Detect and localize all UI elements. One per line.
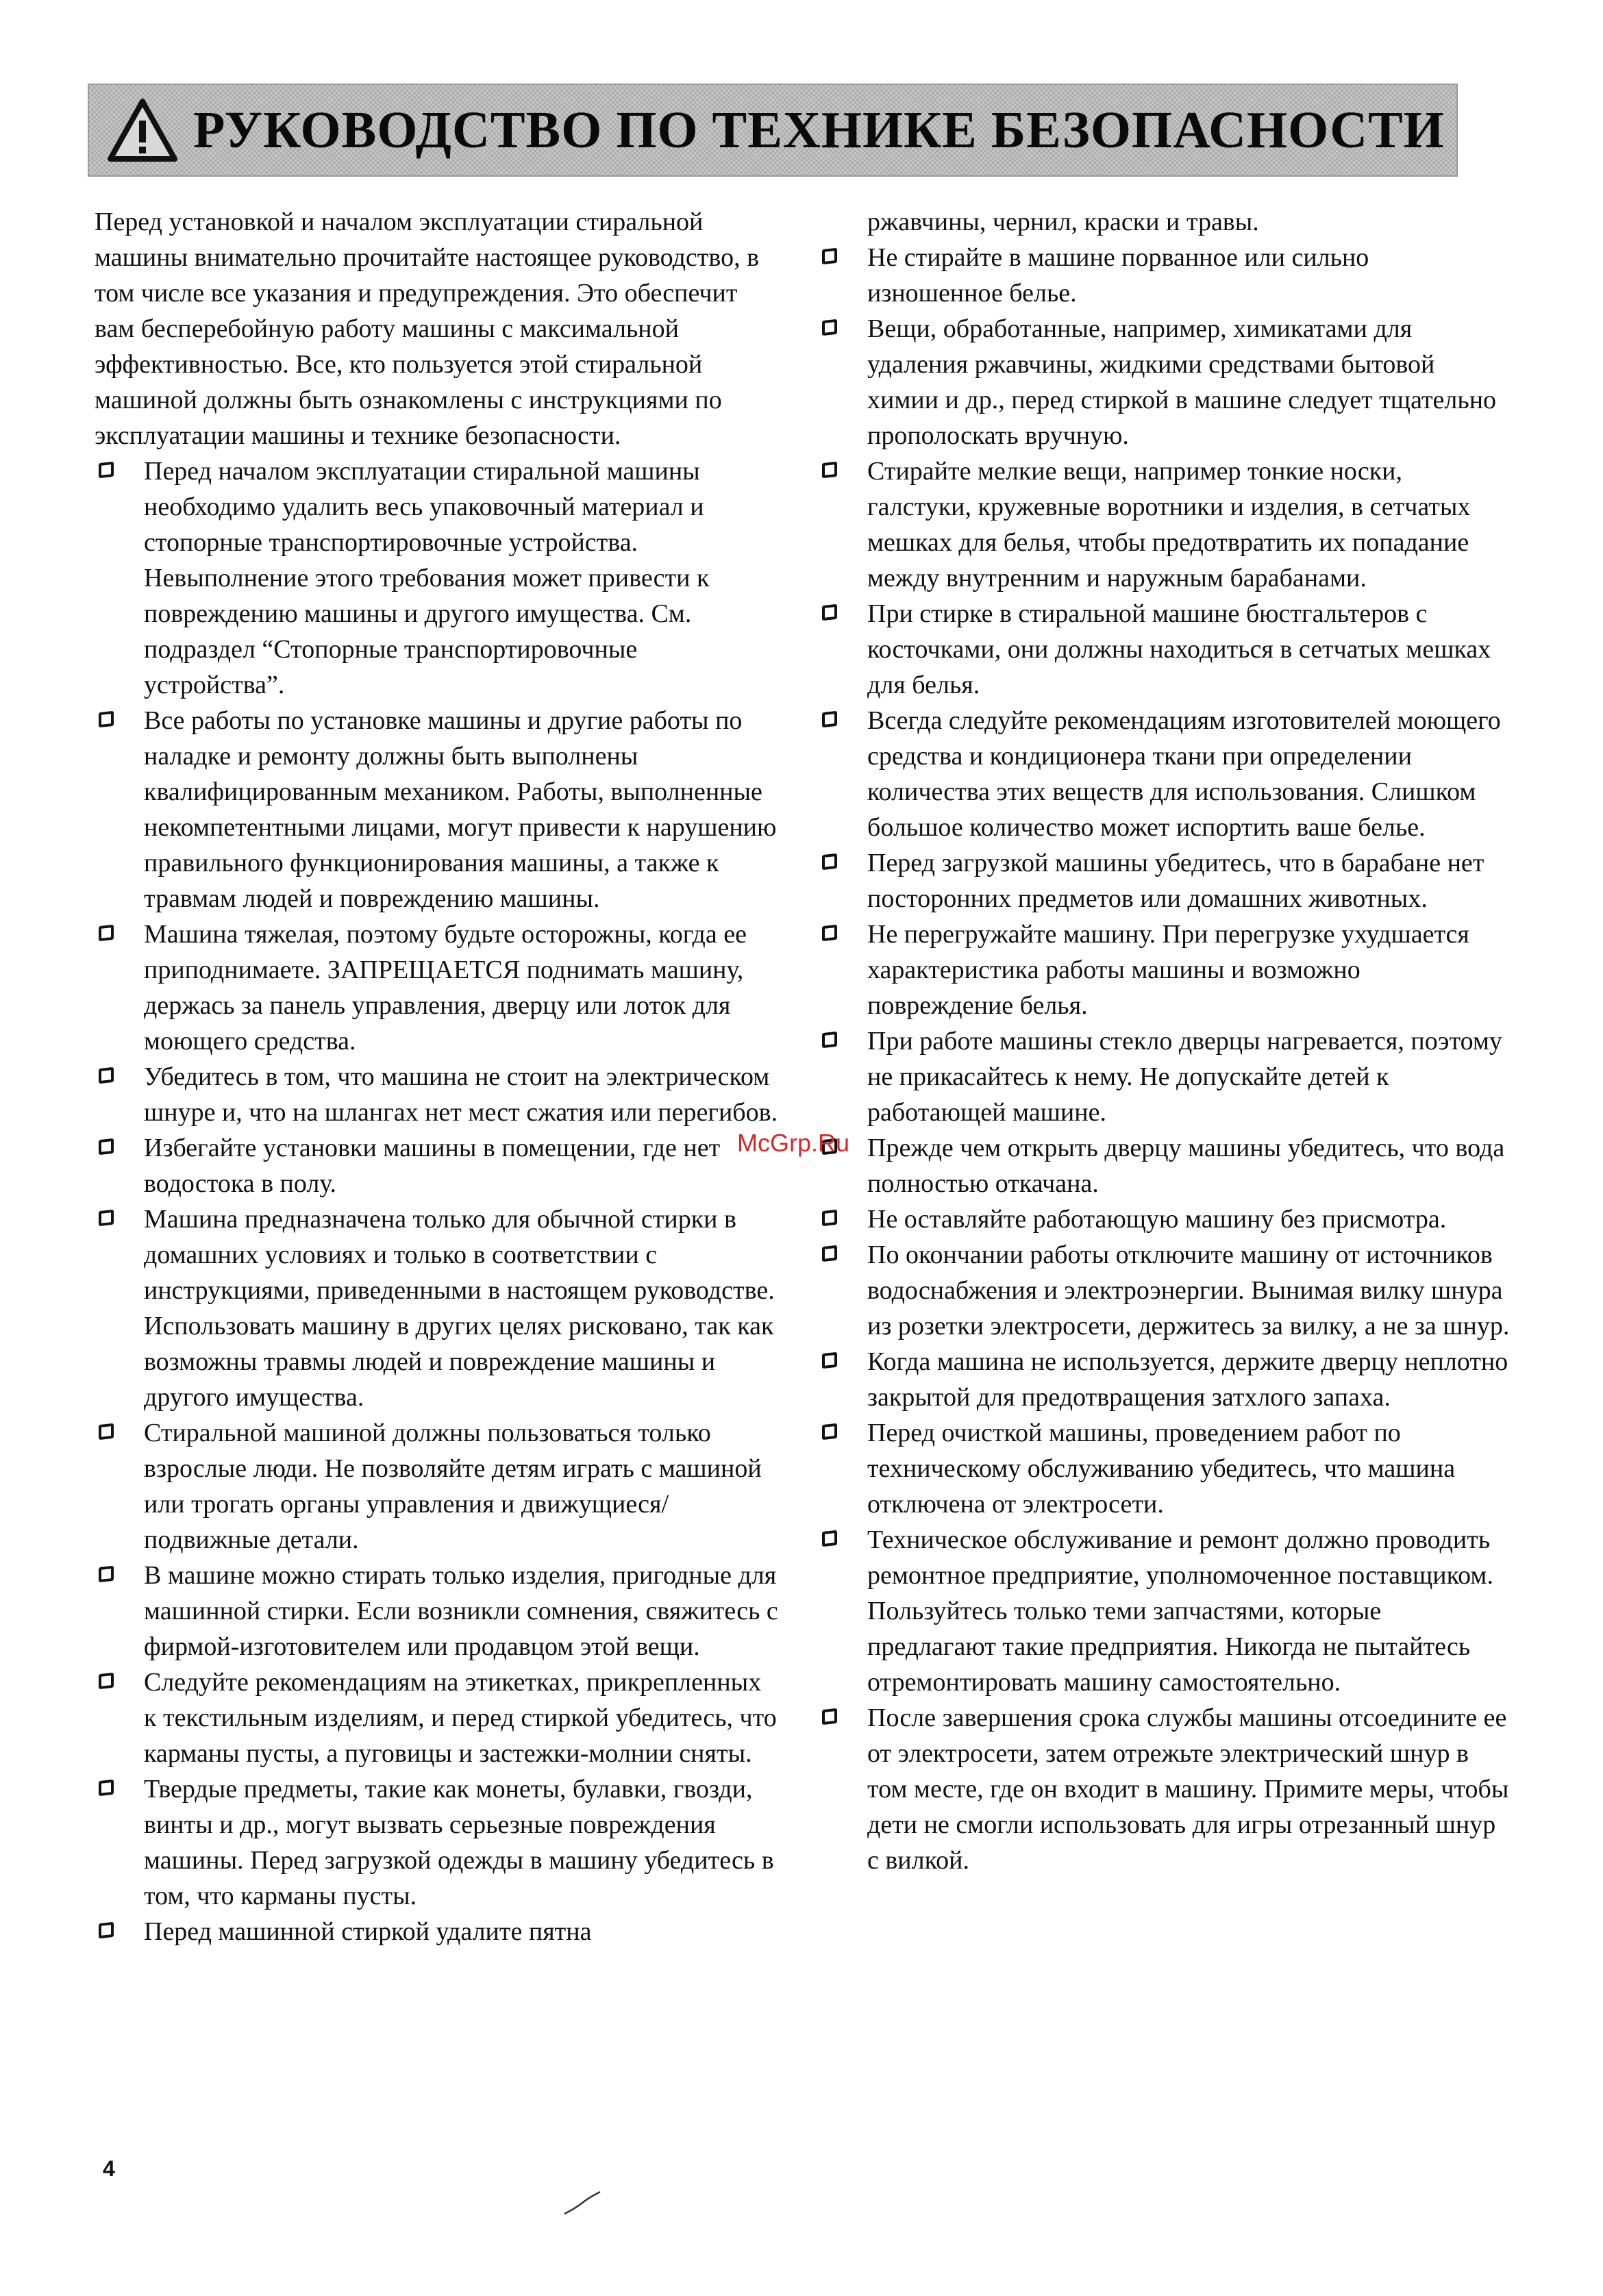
checkbox-bullet-icon: [99, 1210, 114, 1226]
list-item: [95, 1771, 780, 1914]
checkbox-bullet-icon: [99, 1423, 114, 1440]
checkbox-bullet-icon: [822, 1423, 837, 1440]
checkbox-bullet-icon: [822, 1032, 837, 1048]
checkbox-bullet-icon: [99, 1673, 114, 1689]
list-item: [95, 1664, 780, 1771]
checkbox-bullet-icon: [99, 1138, 114, 1155]
list-item-text: Не стирайте в машине порванное или сильно изношенное белье.: [867, 243, 1369, 308]
checkbox-bullet-icon: [822, 925, 837, 941]
list-item: [95, 916, 780, 1059]
left-column: [95, 204, 780, 1949]
list-item: [818, 1130, 1510, 1201]
intro-paragraph: Перед установкой и началом эксплуатации стиральной машины внимательно прочитайте настоящее руководство, в том числе все указания и предупреждения. Это обеспечит вам бесперебойную работу машины с максимальной эффективностью. Все, кто пользуется этой стиральной машиной должны быть ознакомлены с инструкциями по эксплуатации машины и технике безопасности.: [95, 208, 760, 450]
checkbox-bullet-icon: [99, 1922, 114, 1938]
list-item-text: Убедитесь в том, что машина не стоит на электрическом шнуре и, что на шлангах нет мест сжатия или перегибов.: [144, 1062, 778, 1127]
list-item: [95, 1201, 780, 1415]
list-item-text: Техническое обслуживание и ремонт должно проводить ремонтное предприятие, уполномоченное поставщиком. Пользуйтесь только теми запчастями, которые предлагают такие предприятия. Никогда не пытайтесь отремонтировать машину самостоятельно.: [867, 1525, 1493, 1697]
checkbox-bullet-icon: [822, 1352, 837, 1369]
list-item: [818, 1201, 1510, 1237]
list-item: [95, 1059, 780, 1130]
checkbox-bullet-icon: [822, 319, 837, 336]
list-item: [95, 703, 780, 916]
title-banner: [88, 84, 1458, 177]
checkbox-bullet-icon: [99, 1780, 114, 1796]
safety-list-left: [95, 453, 780, 1949]
list-item: [95, 453, 780, 703]
list-item-text: Твердые предметы, такие как монеты, булавки, гвозди, винты и др., могут вызвать серьезные повреждения машины. Перед загрузкой одежды в машину убедитесь в том, что карманы пусты.: [144, 1775, 774, 1910]
list-item-text: ржавчины, чернил, краски и травы.: [867, 208, 1259, 236]
list-item: [818, 916, 1510, 1023]
list-item: [818, 1415, 1510, 1522]
list-item-text: Перед началом эксплуатации стиральной машины необходимо удалить весь упаковочный материал и стопорные транспортировочные устройства. Невыполнение этого требования может привести к повреждению машины и другого имущества. См. подраздел “Стопорные транспортировочные устройства”.: [144, 457, 710, 699]
list-item: [818, 1344, 1510, 1415]
safety-list-right: [818, 204, 1510, 1878]
checkbox-bullet-icon: [822, 462, 837, 478]
list-item-text: Машина тяжелая, поэтому будьте осторожны, когда ее приподнимаете. ЗАПРЕЩАЕТСЯ поднимать машину, держась за панель управления, дверцу или лоток для моющего средства.: [144, 920, 747, 1056]
right-column: [818, 204, 1510, 1878]
list-item-text: Не оставляйте работающую машину без присмотра.: [867, 1205, 1447, 1234]
list-item-text: Прежде чем открыть дверцу машины убедитесь, что вода полностью откачана.: [867, 1134, 1505, 1198]
list-item-text: Не перегружайте машину. При перегрузке ухудшается характеристика работы машины и возможно повреждение белья.: [867, 920, 1469, 1020]
list-item: [95, 1558, 780, 1664]
list-item-text: Перед очисткой машины, проведением работ по техническому обслуживанию убедитесь, что машина отключена от электросети.: [867, 1419, 1456, 1519]
checkbox-bullet-icon: [822, 248, 837, 264]
checkbox-bullet-icon: [822, 1530, 837, 1547]
list-item: [818, 1023, 1510, 1130]
list-item-text: Когда машина не используется, держите дверцу неплотно закрытой для предотвращения затхлого запаха.: [867, 1347, 1508, 1412]
list-item: [818, 1522, 1510, 1700]
list-item-text: Все работы по установке машины и другие работы по наладке и ремонту должны быть выполнены квалифицированным механиком. Работы, выполненные некомпетентными лицами, могут привести к нарушению правильного функционирования машины, а также к травмам людей и повреждению машины.: [144, 706, 777, 913]
list-item-text: По окончании работы отключите машину от источников водоснабжения и электроэнергии. Вынимая вилку шнура из розетки электросети, держитесь за вилку, а не за шнур.: [867, 1240, 1510, 1340]
list-item: [818, 703, 1510, 845]
list-item: [818, 596, 1510, 703]
list-item-text: Перед машинной стиркой удалите пятна: [144, 1917, 592, 1946]
list-item: [818, 453, 1510, 596]
list-item: [818, 240, 1510, 311]
checkbox-bullet-icon: [822, 711, 837, 727]
list-item-text: При стирке в стиральной машине бюстгальтеров с косточками, они должны находиться в сетчатых мешках для белья.: [867, 599, 1491, 699]
checkbox-bullet-icon: [822, 604, 837, 621]
checkbox-bullet-icon: [99, 711, 114, 727]
watermark: McGrp.Ru: [737, 1129, 850, 1157]
checkbox-bullet-icon: [822, 853, 837, 870]
list-item-text: Всегда следуйте рекомендациям изготовителей моющего средства и кондиционера ткани при определении количества этих веществ для использования. Слишком большое количество может испортить ваше белье.: [867, 706, 1501, 842]
list-item-text: Вещи, обработанные, например, химикатами для удаления ржавчины, жидкими средствами бытовой химии и др., перед стиркой в машине следует тщательно прополоскать вручную.: [867, 314, 1497, 450]
list-item: [95, 1415, 780, 1558]
list-item: [818, 845, 1510, 916]
checkbox-bullet-icon: [99, 1067, 114, 1084]
checkbox-bullet-icon: [822, 1210, 837, 1226]
list-item: [95, 1130, 780, 1201]
page-number: 4: [103, 2156, 115, 2181]
warning-triangle-icon: [107, 97, 178, 163]
pen-mark-icon: [562, 2189, 603, 2217]
list-item: [95, 1914, 780, 1949]
list-item-text: Следуйте рекомендациям на этикетках, прикрепленных к текстильным изделиям, и перед стиркой убедитесь, что карманы пусты, а пуговицы и застежки-молнии сняты.: [144, 1668, 777, 1768]
list-item: [818, 311, 1510, 453]
list-item-continuation: [818, 204, 1510, 240]
checkbox-bullet-icon: [822, 1245, 837, 1262]
page-title: РУКОВОДСТВО ПО ТЕХНИКЕ БЕЗОПАСНОСТИ: [193, 101, 1445, 159]
list-item-text: Машина предназначена только для обычной стирки в домашних условиях и только в соответствии с инструкциями, приведенными в настоящем руководстве. Использовать машину в других целях рисковано, так как возможны травмы людей и повреждение машины и другого имущества.: [144, 1205, 775, 1412]
list-item: [818, 1700, 1510, 1878]
list-item: [818, 1237, 1510, 1344]
checkbox-bullet-icon: [99, 1566, 114, 1582]
list-item-text: Избегайте установки машины в помещении, где нет водостока в полу.: [144, 1134, 721, 1198]
list-item-text: Стиральной машиной должны пользоваться только взрослые люди. Не позволяйте детям играть с машиной или трогать органы управления и движущиеся/подвижные детали.: [144, 1419, 762, 1554]
list-item-text: Стирайте мелкие вещи, например тонкие носки, галстуки, кружевные воротники и изделия, в сетчатых мешках для белья, чтобы предотвратить их попадание между внутренним и наружным барабанами.: [867, 457, 1471, 592]
list-item-text: В машине можно стирать только изделия, пригодные для машинной стирки. Если возникли сомнения, свяжитесь с фирмой-изготовителем или продавцом этой вещи.: [144, 1561, 778, 1661]
list-item-text: Перед загрузкой машины убедитесь, что в барабане нет посторонних предметов или домашних животных.: [867, 849, 1484, 913]
list-item-text: После завершения срока службы машины отсоедините ее от электросети, затем отрежьте электрический шнур в том месте, где он входит в машину. Примите меры, чтобы дети не смогли использовать для игры отрезанный шнур с вилкой.: [867, 1704, 1509, 1875]
checkbox-bullet-icon: [99, 925, 114, 941]
list-item-text: При работе машины стекло дверцы нагревается, поэтому не прикасайтесь к нему. Не допускайте детей к работающей машине.: [867, 1027, 1502, 1127]
checkbox-bullet-icon: [99, 462, 114, 478]
checkbox-bullet-icon: [822, 1708, 837, 1725]
